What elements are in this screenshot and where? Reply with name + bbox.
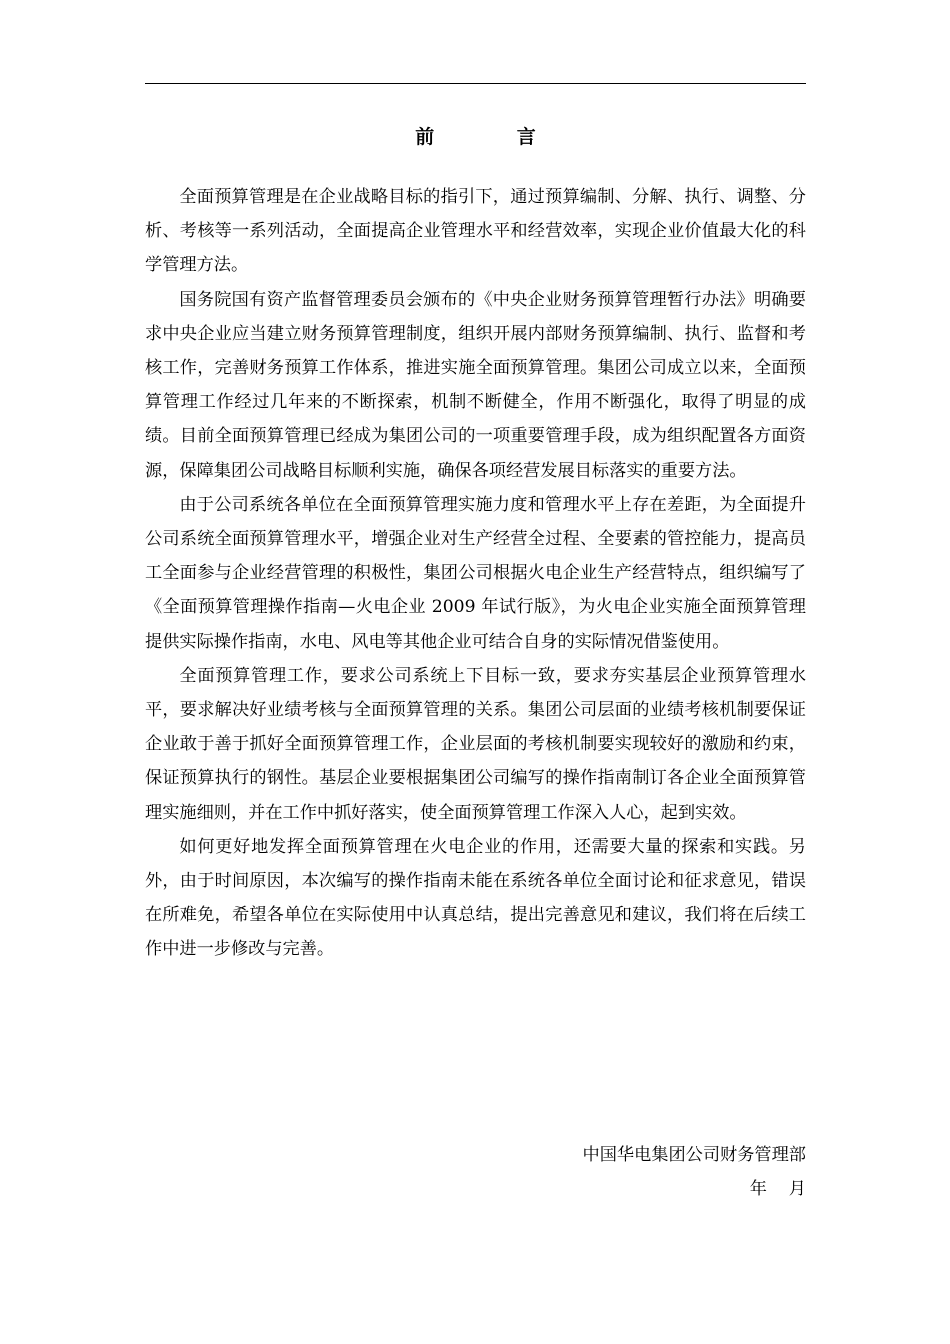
page-title: 前 言 [415,126,574,148]
paragraph-3: 由于公司系统各单位在全面预算管理实施力度和管理水平上存在差距，为全面提升公司系统全面预算管理水平，增强企业对生产经营全过程、全要素的管控能力，提高员工全面参与企业经营管理的积极性，集团公司根据火电企业生产经营特点，组织编写了《全面预算管理操作指南—火电企业 2009 年试行版》，为火电企业实施全面预算管理提供实际操作指南，水电、风电等其他企业可结合自身的实际情况借鉴使用。 [145,494,806,652]
paragraph-5: 如何更好地发挥全面预算管理在火电企业的作用，还需要大量的探索和实践。另外，由于时间原因，本次编写的操作指南未能在系统各单位全面讨论和征求意见，错误在所难免，希望各单位在实际使用中认真总结，提出完善意见和建议，我们将在后续工作中进一步修改与完善。 [145,836,806,960]
paragraph-2: 国务院国有资产监督管理委员会颁布的《中央企业财务预算管理暂行办法》明确要求中央企业应当建立财务预算管理制度，组织开展内部财务预算编制、执行、监督和考核工作，完善财务预算工作体系，推进实施全面预算管理。集团公司成立以来，全面预算管理工作经过几年来的不断探索，机制不断健全，作用不断强化，取得了明显的成绩。目前全面预算管理已经成为集团公司的一项重要管理手段，成为组织配置各方面资源，保障集团公司战略目标顺利实施，确保各项经营发展目标落实的重要方法。 [145,289,806,481]
signoff-block [145,1138,806,1206]
signoff-date: 年 月 [749,1179,806,1199]
paragraph-4: 全面预算管理工作，要求公司系统上下目标一致，要求夯实基层企业预算管理水平，要求解决好业绩考核与全面预算管理的关系。集团公司层面的业绩考核机制要保证企业敢于善于抓好全面预算管理工作，企业层面的考核机制要实现较好的激励和约束，保证预算执行的钢性。基层企业要根据集团公司编写的操作指南制订各企业全面预算管理实施细则，并在工作中抓好落实，使全面预算管理工作深入人心，起到实效。 [145,665,806,823]
preface-body [145,180,806,967]
signoff-organization: 中国华电集团公司财务管理部 [582,1145,806,1165]
header-rule [145,83,806,84]
paragraph-1: 全面预算管理是在企业战略目标的指引下，通过预算编制、分解、执行、调整、分析、考核等一系列活动，全面提高企业管理水平和经营效率，实现企业价值最大化的科学管理方法。 [145,187,806,276]
